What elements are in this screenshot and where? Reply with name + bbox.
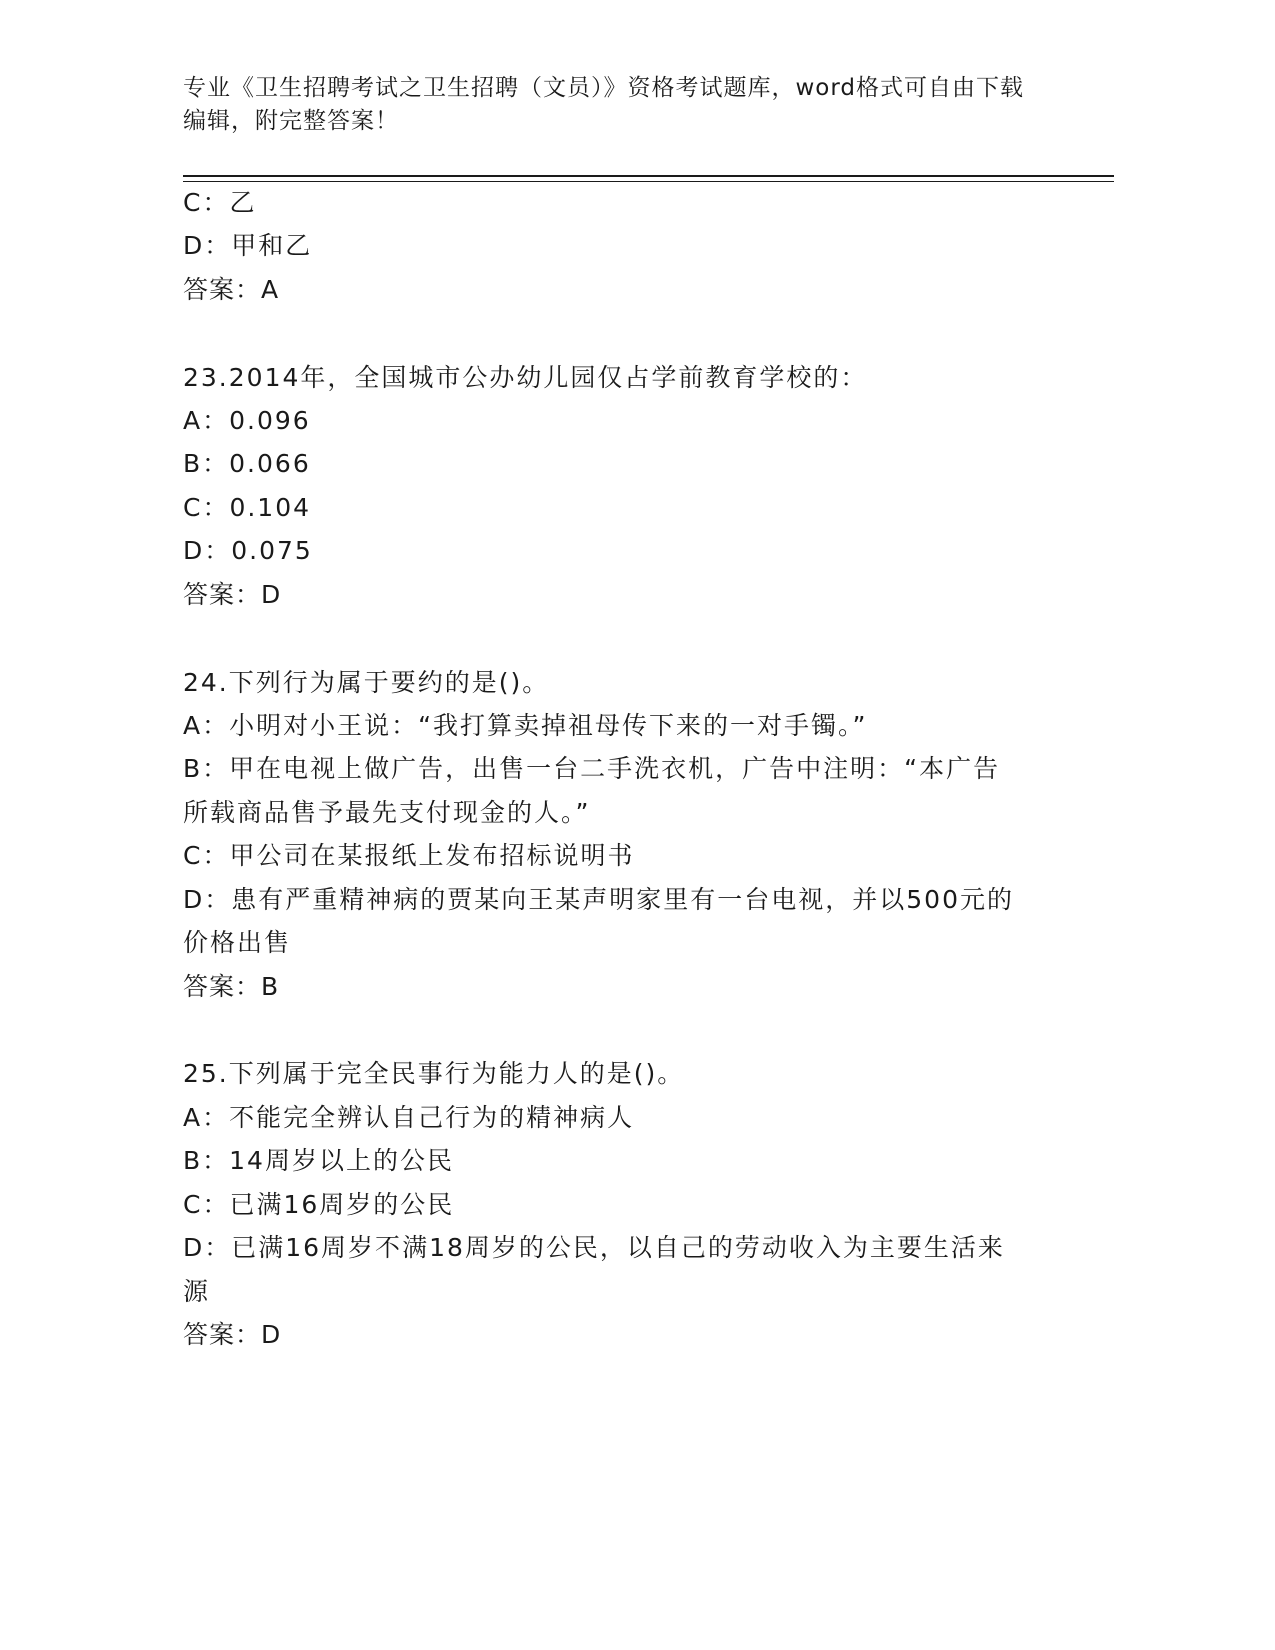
q25-option-b: B：14周岁以上的公民 — [183, 1146, 454, 1175]
prev-option-d: D：甲和乙 — [183, 231, 313, 260]
q25-answer: 答案：D — [183, 1320, 282, 1349]
prev-answer: 答案：A — [183, 275, 280, 304]
q25-option-a: A：不能完全辨认自己行为的精神病人 — [183, 1103, 635, 1132]
document-header — [183, 72, 1063, 138]
q24-option-b-line2: 所载商品售予最先支付现金的人。” — [183, 798, 591, 827]
prev-option-c: C：乙 — [183, 188, 257, 217]
header-line-1: 专业《卫生招聘考试之卫生招聘（文员）》资格考试题库，word格式可自由下载 — [183, 75, 1025, 101]
header-divider-thin — [183, 181, 1114, 182]
q24-option-c: C：甲公司在某报纸上发布招标说明书 — [183, 841, 635, 870]
header-line-2: 编辑，附完整答案！ — [183, 108, 399, 134]
q25-option-c: C：已满16周岁的公民 — [183, 1190, 455, 1219]
q23-option-d: D：0.075 — [183, 536, 313, 565]
q25-option-d-line1: D：已满16周岁不满18周岁的公民，以自己的劳动收入为主要生活来 — [183, 1233, 1005, 1262]
q23-stem: 23.2014年，全国城市公办幼儿园仅占学前教育学校的： — [183, 363, 868, 392]
q23-option-b: B：0.066 — [183, 449, 311, 478]
header-divider — [183, 175, 1114, 177]
q23-option-a: A：0.096 — [183, 406, 311, 435]
q24-option-d-line1: D：患有严重精神病的贾某向王某声明家里有一台电视，并以500元的 — [183, 885, 1014, 914]
q25-option-d-line2: 源 — [183, 1277, 211, 1306]
q24-option-b-line1: B：甲在电视上做广告，出售一台二手洗衣机，广告中注明：“本广告 — [183, 754, 1001, 783]
q24-option-a: A：小明对小王说：“我打算卖掉祖母传下来的一对手镯。” — [183, 711, 868, 740]
q24-stem: 24.下列行为属于要约的是()。 — [183, 668, 550, 697]
q23-answer: 答案：D — [183, 580, 282, 609]
q25-stem: 25.下列属于完全民事行为能力人的是()。 — [183, 1059, 685, 1088]
q23-option-c: C：0.104 — [183, 493, 312, 522]
q24-option-d-line2: 价格出售 — [183, 928, 292, 957]
q24-answer: 答案：B — [183, 972, 280, 1001]
